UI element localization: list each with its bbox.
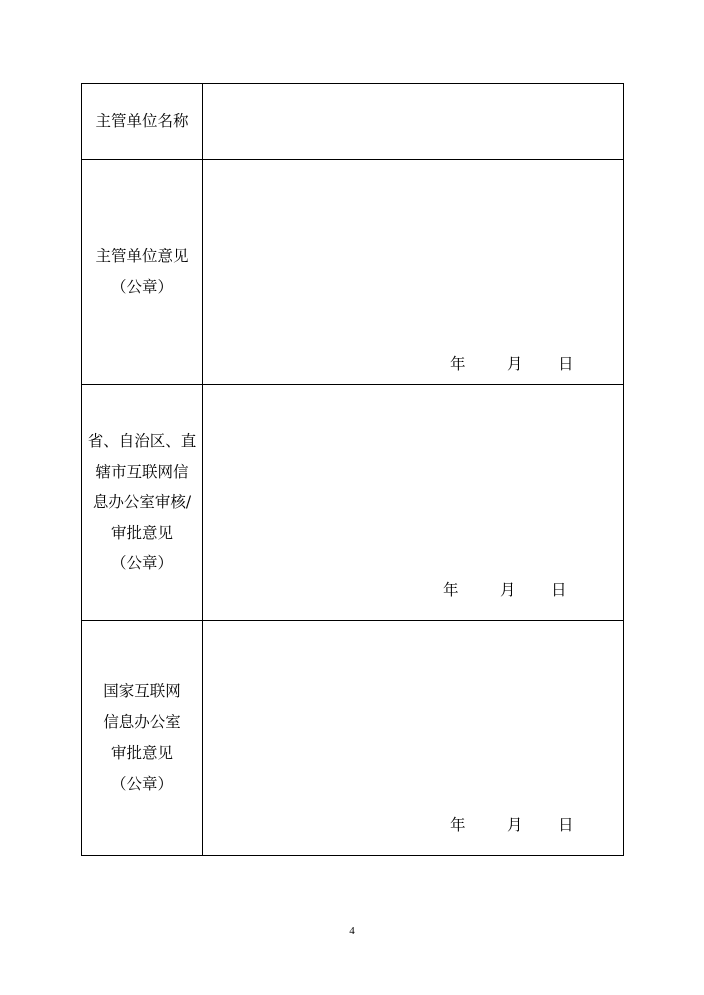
year-label: 年	[450, 815, 466, 834]
approval-form-table	[81, 83, 624, 856]
label-line: 主管单位名称	[95, 112, 189, 131]
month-label: 月	[507, 815, 523, 834]
row-supervisor-opinion	[82, 160, 624, 385]
row-national-opinion	[82, 620, 624, 855]
field-supervisor-opinion[interactable]	[203, 160, 624, 385]
label-line: 国家互联网	[103, 681, 181, 700]
label-line: 息办公室审核/	[92, 493, 192, 512]
field-supervisor-name[interactable]	[203, 84, 624, 160]
label-national-opinion	[82, 620, 203, 855]
month-label: 月	[507, 355, 523, 374]
label-line: 辖市互联网信	[95, 462, 189, 481]
day-label: 日	[558, 355, 574, 374]
label-line: 主管单位意见	[95, 247, 189, 266]
label-line: （公章）	[110, 554, 173, 573]
day-label: 日	[558, 815, 574, 834]
label-line: （公章）	[110, 278, 173, 297]
label-supervisor-opinion	[82, 160, 203, 385]
label-supervisor-name	[82, 84, 203, 160]
year-label: 年	[443, 581, 459, 600]
label-line: 审批意见	[110, 743, 173, 762]
label-line: （公章）	[110, 774, 173, 793]
label-line: 信息办公室	[103, 712, 181, 731]
field-provincial-opinion[interactable]	[203, 385, 624, 620]
row-supervisor-name	[82, 84, 624, 160]
label-line: 省、自治区、直	[87, 432, 197, 451]
month-label: 月	[500, 581, 516, 600]
page-number: 4	[349, 925, 355, 937]
field-national-opinion[interactable]	[203, 620, 624, 855]
row-provincial-opinion	[82, 385, 624, 620]
label-line: 审批意见	[110, 523, 173, 542]
year-label: 年	[450, 355, 466, 374]
day-label: 日	[551, 581, 567, 600]
label-provincial-opinion	[82, 385, 203, 620]
